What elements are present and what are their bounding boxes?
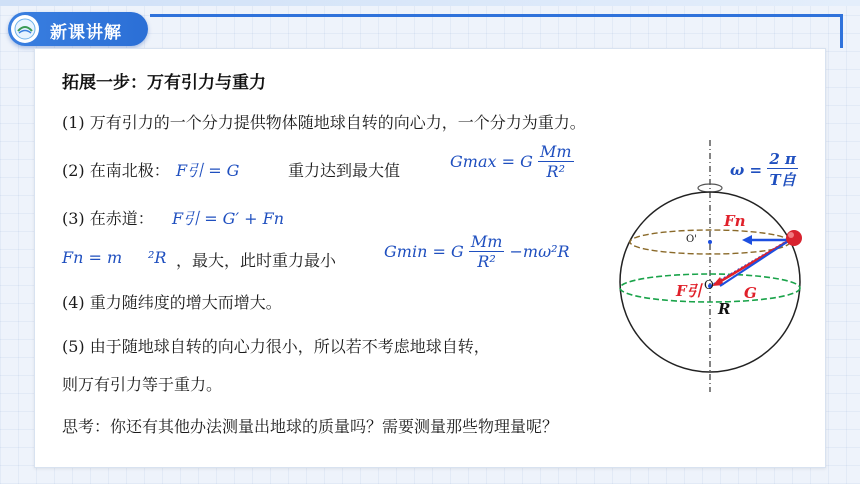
gmin-formula: [384, 232, 570, 271]
line-4-middle: ，最大，此时重力最小: [176, 251, 337, 270]
fn-arrowhead-icon: [742, 235, 752, 245]
section-heading: 拓展一步：万有引力与重力: [62, 73, 266, 93]
header-accent-line: [150, 14, 842, 17]
gmax-fraction: [538, 142, 574, 181]
header-title: 新课讲解: [50, 23, 122, 43]
gmin-denominator: R²: [477, 252, 496, 271]
line-6: (5) 由于随地球自转的向心力很小，所以若不考虑地球自转，: [62, 337, 490, 356]
line-2-middle: 重力达到最大值: [288, 161, 401, 180]
line-3-prefix: (3) 在赤道：: [62, 209, 154, 228]
omega-denominator: T自: [769, 171, 796, 189]
header-badge: [8, 12, 148, 46]
gmin-lhs: Gmin = G: [384, 242, 464, 261]
line-4-formula: Fn = m: [62, 248, 123, 267]
label-fn: Fn: [724, 212, 746, 230]
g-arrow: [720, 240, 790, 286]
line-2-prefix: (2) 在南北极：: [62, 161, 170, 180]
gmin-fraction: [469, 232, 505, 271]
object-ball: [786, 230, 802, 246]
line-8: 思考：你还有其他办法测量出地球的质量吗？需要测量那些物理量呢？: [62, 417, 559, 436]
label-o-prime: O': [686, 234, 697, 245]
header-accent-corner: [840, 14, 843, 48]
gmax-denominator: R²: [546, 162, 565, 181]
line-5: (4) 重力随纬度的增大而增大。: [62, 293, 282, 312]
line-3-formula: F引 = G′ + Fn: [172, 209, 285, 228]
label-f-gravity: F引: [676, 282, 702, 300]
line-2-formula: F引 = G: [176, 161, 240, 180]
line-1: (1) 万有引力的一个分力提供物体随地球自转的向心力，一个分力为重力。: [62, 113, 586, 132]
gmax-formula: [450, 142, 574, 181]
label-g: G: [744, 284, 757, 302]
omega-numerator: 2 π: [769, 150, 796, 168]
omega-lhs: ω =: [730, 161, 763, 179]
gmax-lhs: Gmax = G: [450, 152, 533, 171]
logo-icon: [11, 15, 39, 43]
line-4-r: ²R: [148, 248, 167, 267]
center-o-prime: [708, 240, 712, 244]
line-7: 则万有引力等于重力。: [62, 375, 223, 394]
label-r: R: [718, 300, 731, 318]
omega-fraction: [767, 150, 798, 190]
top-bar: [0, 0, 860, 6]
gmax-numerator: Mm: [539, 142, 572, 161]
gmin-numerator: Mm: [470, 232, 503, 251]
label-o: O: [704, 278, 714, 292]
omega-formula: [730, 150, 798, 190]
gmin-tail: −mω²R: [509, 242, 570, 261]
